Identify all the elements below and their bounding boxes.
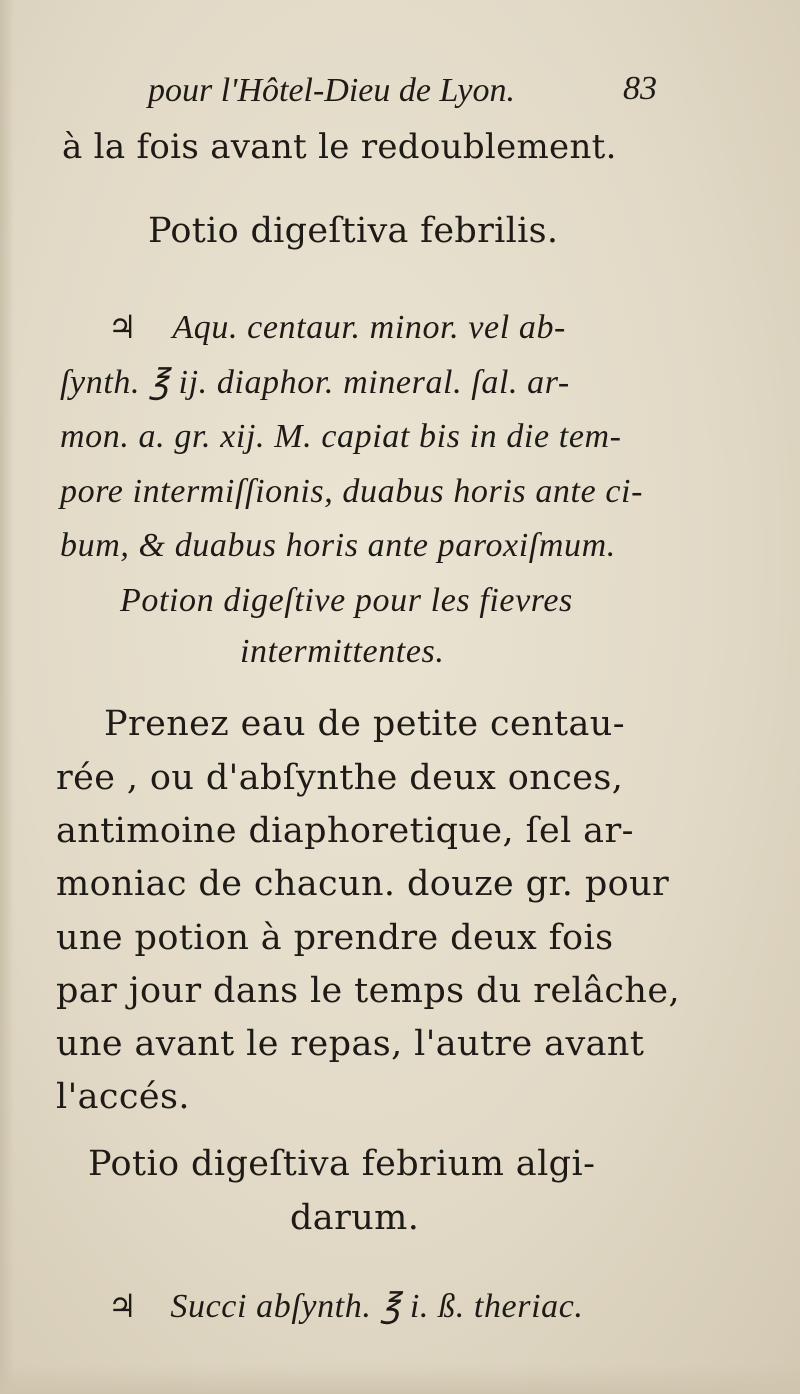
text-line: une potion à prendre deux fois [56, 918, 614, 958]
section-heading-french: intermittentes. [240, 633, 445, 670]
running-header: pour l'Hôtel-Dieu de Lyon. [148, 72, 515, 109]
text-line: une avant le repas, l'autre avant [56, 1024, 645, 1064]
text-line: antimoine diaphoretique, ſel ar- [56, 811, 634, 851]
recipe-line: pore intermiſſionis, duabus horis ante ci- [60, 473, 644, 510]
text-line: l'accés. [56, 1077, 190, 1117]
section-heading: Potio digeſtiva febrilis. [148, 211, 559, 251]
section-heading-french: Potion digeſtive pour les fievres [120, 582, 573, 619]
text-line: Prenez eau de petite centau- [104, 704, 625, 744]
recipe-line: ſynth. ℥ ij. diaphor. mineral. ſal. ar- [60, 364, 570, 401]
recipe-line: ♃ Succi abſynth. ℥ i. ß. theriac. [108, 1287, 584, 1325]
jupiter-recipe-icon: ♃ [108, 308, 138, 346]
recipe-line: bum, & duabus horis ante paroxiſmum. [60, 527, 616, 564]
recipe-line: ♃ Aqu. centaur. minor. vel ab- [108, 308, 566, 346]
text-line: par jour dans le temps du relâche, [56, 971, 680, 1011]
page-edge-shadow [0, 0, 14, 1394]
page-number: 83 [623, 70, 657, 107]
recipe-line: mon. a. gr. xij. M. capiat bis in die tem- [60, 418, 622, 455]
text-line: à la fois avant le redoublement. [62, 127, 617, 167]
jupiter-recipe-icon: ♃ [108, 1287, 138, 1325]
text-line: rée , ou d'abſynthe deux onces, [56, 758, 624, 798]
page-bottom-shadow [0, 1364, 800, 1394]
text-line: moniac de chacun. douze gr. pour [56, 864, 670, 904]
section-heading: darum. [290, 1198, 420, 1238]
section-heading: Potio digeſtiva febrium algi- [88, 1144, 596, 1184]
